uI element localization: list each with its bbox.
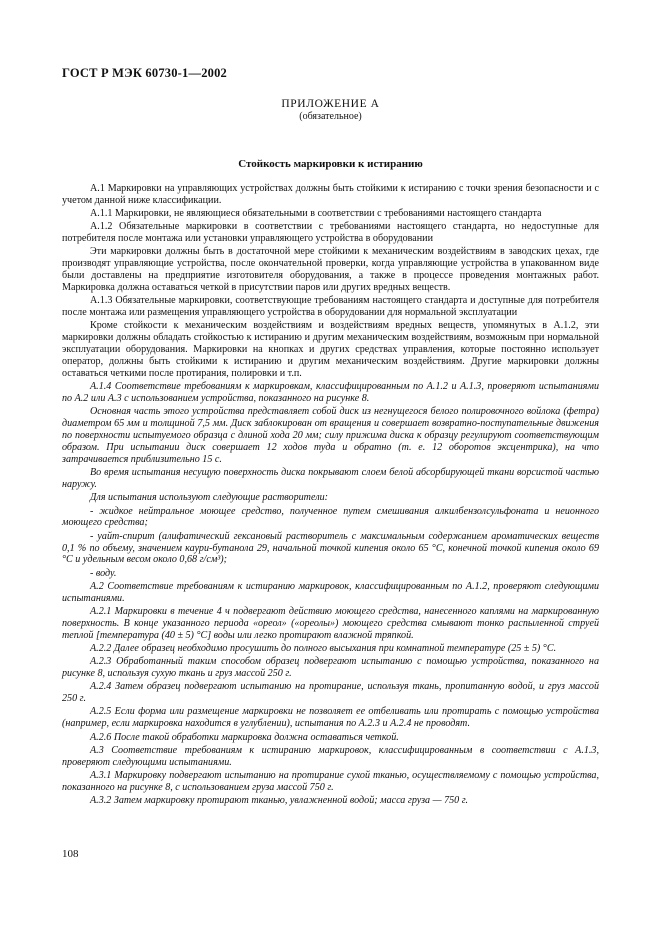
document-body — [62, 183, 599, 807]
paragraph: А.3.2 Затем маркировку протирают тканью, увлажненной водой; масса груза — 750 г. — [90, 794, 469, 806]
paragraph: Эти маркировки должны быть в достаточной мере стойкими к механическим воздействиям в заводских цехах, где производят управляющие устройства, после окончательной проверки, когда управляющие устройства в упакованном виде были доставлены на предприятие изготовителя оборудования, а также в процессе проведения монтажных работ. Маркировка должна оставаться четкой в присутствии паров или других вредных веществ. — [62, 246, 599, 294]
paragraph: А.2.5 Если форма или размещение маркировки не позволяет ее отбеливать или протирать с помощью устройства (например, если маркировка находится в углублении), испытания по А.2.3 и А.2.4 не проводят. — [62, 706, 599, 730]
paragraph: А.3.1 Маркировку подвергают испытанию на протирание сухой тканью, осуществляемому с помощью устройства, показанного на рисунке 8, с использованием груза массой 750 г. — [62, 769, 599, 793]
paragraph: А.1.4 Соответствие требованиям к маркировкам, классифицированным по А.1.2 и А.1.3, проверяют испытаниями по А.2 или А.3 с использованием устройства, показанного на рисунке 8. — [62, 381, 599, 405]
paragraph: Во время испытания несущую поверхность диска покрывают слоем белой абсорбирующей ткани ворсистой частью наружу. — [62, 467, 599, 491]
paragraph: А.2.1 Маркировки в течение 4 ч подвергают действию моющего средства, нанесенного каплями на маркированную поверхность. В конце указанного периода «ореол» («ореолы») моющего средства смывают тонко распыленной струей теплой [температура (40 ± 5) °С] воды или легко протирают влажной тряпкой. — [62, 605, 599, 641]
paragraph: А.2.4 Затем образец подвергают испытанию на протирание, используя ткань, пропитанную водой, и груз массой 250 г. — [62, 681, 599, 705]
standard-code-header: ГОСТ Р МЭК 60730-1—2002 — [62, 66, 227, 80]
appendix-title: ПРИЛОЖЕНИЕ А — [281, 98, 380, 110]
paragraph: - уайт-спирит (алифатический гексановый растворитель с максимальным содержанием ароматических веществ 0,1 % по объему, значением каури-бутанола 29, начальной точкой кипения около 65 °С, конечной точкой кипения около 69 °С и удельным весом около 0,68 г/см³); — [62, 530, 599, 566]
paragraph: А.1.3 Обязательные маркировки, соответствующие требованиям настоящего стандарта и доступные для потребителя после монтажа или размещения управляющего устройства в оборудовании для нормальной эксплуатации — [62, 295, 599, 319]
section-title: Стойкость маркировки к истиранию — [238, 158, 423, 170]
paragraph: А.1 Маркировки на управляющих устройствах должны быть стойкими к истиранию с точки зрения безопасности и с учетом данной ниже классификации. — [62, 183, 599, 206]
paragraph: А.2.3 Обработанный таким способом образец подвергают испытанию с помощью устройства, показанного на рисунке 8, используя сухую ткань и груз массой 250 г. — [62, 656, 599, 680]
paragraph: А.2 Соответствие требованиям к истиранию маркировок, классифицированным по А.1.2, проверяют следующими испытаниями. — [62, 580, 599, 604]
appendix-subtitle: (обязательное) — [299, 111, 362, 122]
paragraph: - воду. — [90, 567, 117, 579]
paragraph: А.3 Соответствие требованиям к истиранию маркировок, классифицированным в соответствии с А.1.3, проверяют следующими испытаниями. — [62, 744, 599, 768]
page-number: 108 — [62, 848, 79, 860]
paragraph: Основная часть этого устройства представляет собой диск из негнущегося белого полировочного войлока (фетра) диаметром 65 мм и толщиной 7,5 мм. Диск заблокирован от вращения и совершает возвратно-поступательные движения по поверхности испытуемого образца с длиной хода 20 мм; силу прижима диска к образцу регулируют соответствующим образом. При испытании диск совершает 12 ходов туда и обратно (т. е. 12 оборотов эксцентрика), на что затрачивается приблизительно 15 с. — [62, 406, 599, 466]
paragraph: А.2.2 Далее образец необходимо просушить до полного высыхания при комнатной температуре (25 ± 5) °С. — [90, 642, 557, 654]
paragraph: - жидкое нейтральное моющее средство, полученное путем смешивания алкилбензолсульфоната и неионного моющего средства; — [62, 505, 599, 529]
paragraph: Для испытания используют следующие растворители: — [90, 492, 329, 504]
paragraph: А.2.6 После такой обработки маркировка должна оставаться четкой. — [90, 731, 399, 743]
paragraph: Кроме стойкости к механическим воздействиям и воздействиям вредных веществ, упомянутых в А.1.2, эти маркировки должны обладать стойкостью к истиранию и другим механическим воздействиям, возможным при нормальной эксплуатации оборудования. Маркировки на кнопках и других средствах управления, которые постоянно использует оператор, должны быть стойкими к истиранию и другим механическим воздействиям. Другие маркировки должны оставаться четкими после протирания, полировки и т.п. — [62, 320, 599, 380]
paragraph: А.1.2 Обязательные маркировки в соответствии с требованиями настоящего стандарта, но недоступные для потребителя после монтажа или установки управляющего устройства в оборудовании — [62, 221, 599, 245]
paragraph: А.1.1 Маркировки, не являющиеся обязательными в соответствии с требованиями настоящего стандарта — [90, 208, 542, 220]
